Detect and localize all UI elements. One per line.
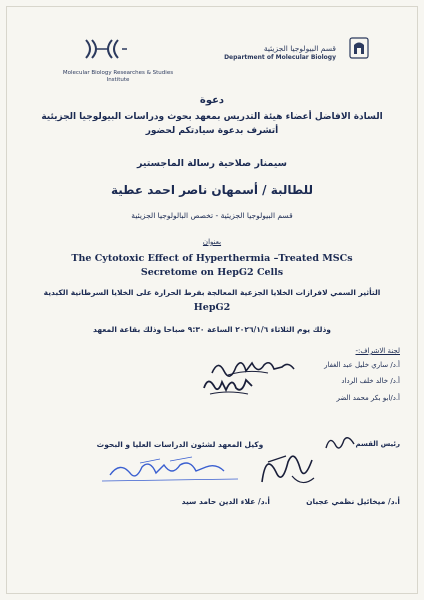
institute-name-en: Molecular Biology Researches & Studies Institute bbox=[62, 70, 174, 83]
department-name-en: Department of Molecular Biology bbox=[224, 54, 336, 61]
thesis-title-ar-line1: التأثير السمي لافرازات الخلايا الجزعية المعالجة بفرط الحرارة على الخلايا السرطانية الكبدية bbox=[43, 288, 381, 297]
invitation-addressee: السادة الافاضل أعضاء هيئة التدريس بمعهد بحوث ودراسات البيولوجيا الجزيئية bbox=[41, 112, 383, 122]
vice-dean-name: أ.د/ علاء الدين حامد سيد bbox=[181, 497, 270, 506]
vice-dean-title: وكيل المعهد لشئون الدراسات العليا و البحوث bbox=[96, 440, 264, 449]
department-name-ar: قسم البيولوجيا الجزيئية bbox=[263, 44, 336, 53]
invitation-request: أتشرف بدعوة سيادتكم لحضور bbox=[145, 126, 279, 136]
committee-member: أ.د/ابو بكر محمد الضر bbox=[336, 394, 400, 402]
thesis-title-en-line2: Secretome on HepG2 Cells bbox=[140, 267, 284, 278]
committee-member: أ.د/ ساري خليل عبد الغفار bbox=[324, 361, 400, 369]
student-name: للطالبة / أسمهان ناصر احمد عطية bbox=[110, 183, 314, 197]
thesis-title-en-line1: The Cytotoxic Effect of Hyperthermia –Treated MSCs bbox=[71, 253, 353, 264]
committee-signature-2 bbox=[200, 372, 256, 398]
vice-dean-signature bbox=[100, 455, 240, 485]
invitation-title: دعوة bbox=[199, 95, 225, 106]
university-logo-icon bbox=[348, 36, 370, 60]
committee-label: لجنة الاشراف:- bbox=[355, 347, 400, 355]
department-head-name: أ.د/ ميخائيل نظمي عجبان bbox=[306, 497, 400, 506]
thesis-title-ar-line2: HepG2 bbox=[193, 302, 231, 313]
student-department: قسم البيولوجيا الجزيئية - تخصص البالولوجيا الجزيئية bbox=[131, 211, 293, 220]
seminar-title: سيمنار صلاحية رسالة الماجستير bbox=[137, 158, 287, 169]
institute-logo-icon bbox=[82, 38, 128, 60]
department-head-initials bbox=[322, 432, 358, 454]
thesis-label: بعنوان bbox=[202, 238, 222, 246]
committee-member: أ.د/ خالد خلف الرداد bbox=[341, 377, 400, 385]
department-head-signature bbox=[256, 442, 320, 494]
department-head-title: رئيس القسم bbox=[355, 440, 400, 448]
seminar-date: وذلك يوم الثلاثاء ٢٠٢٦/١/٦ الساعة ٩:٣٠ صباحا وذلك بقاعة المعهد bbox=[93, 325, 331, 334]
